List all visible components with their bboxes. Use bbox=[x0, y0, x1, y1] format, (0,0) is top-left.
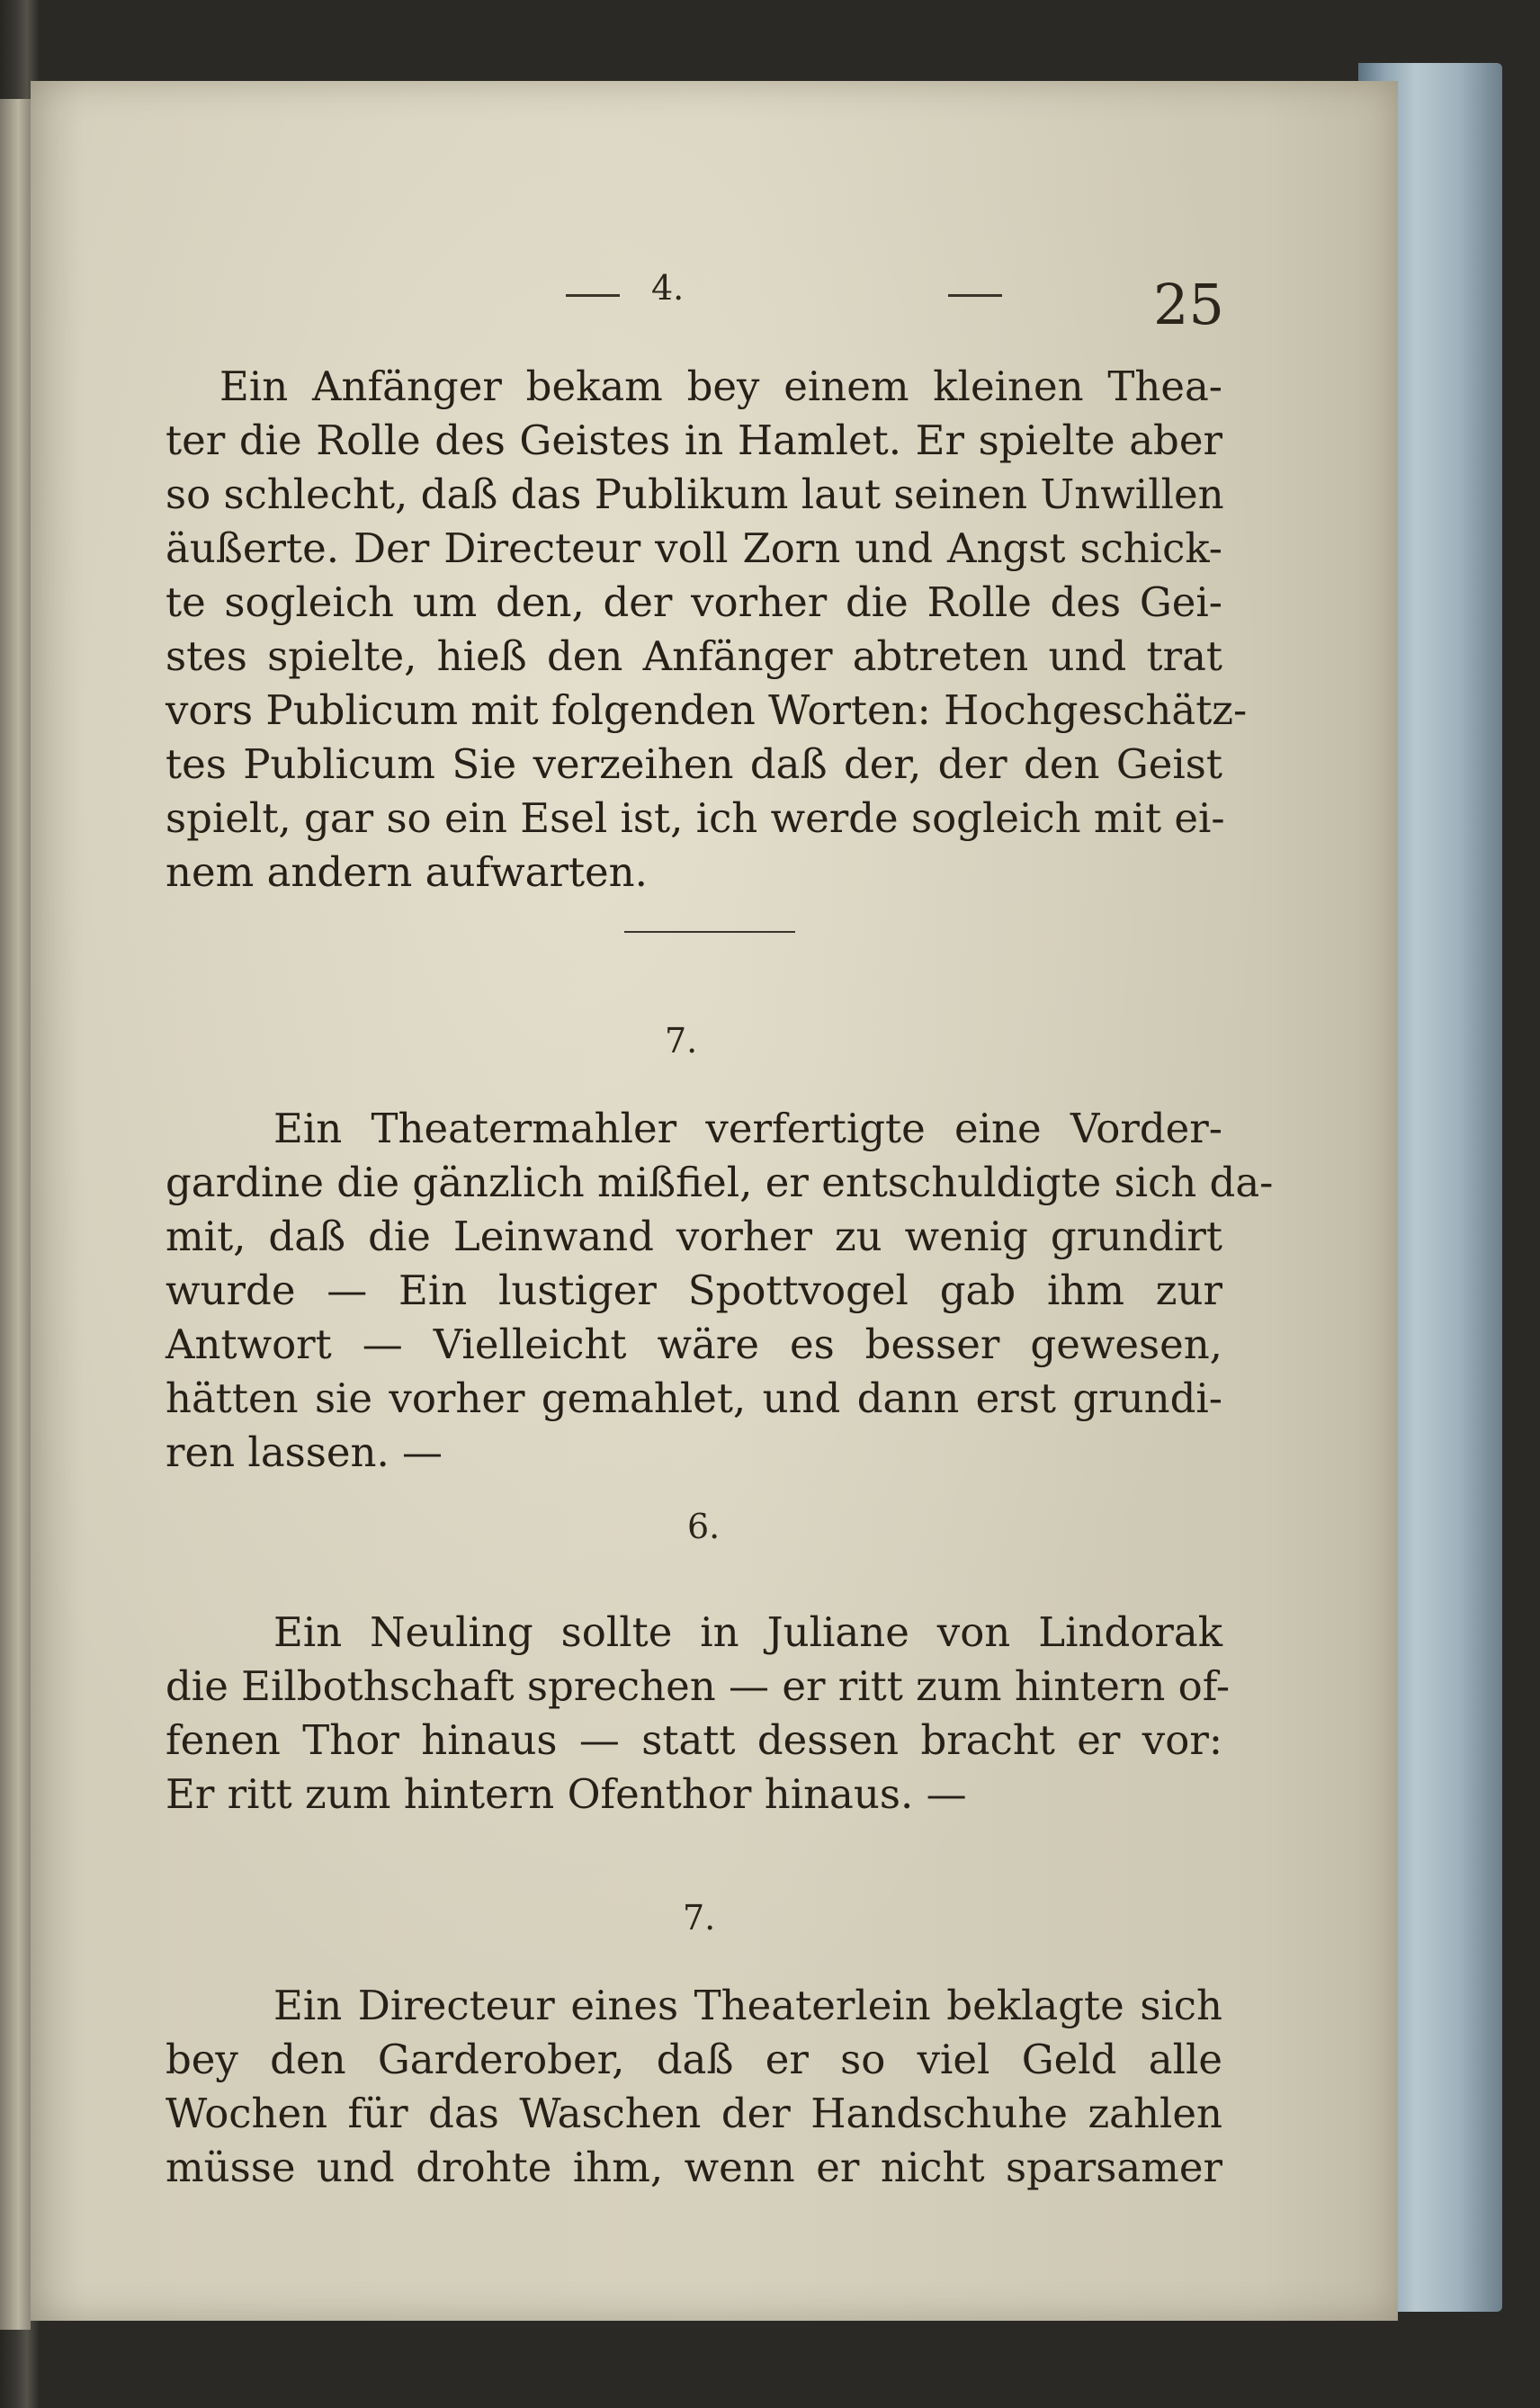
section-divider bbox=[624, 931, 795, 933]
text-line: te sogleich um den, der vorher die Rolle des Gei- bbox=[166, 578, 1222, 626]
section-text bbox=[166, 1979, 1222, 2195]
text-line: spielt, gar so ein Esel ist, ich werde sogleich mit ei- bbox=[166, 794, 1225, 842]
text-line: hätten sie vorher gemahlet, und dann erst grundi- bbox=[166, 1374, 1222, 1422]
text-line: stes spielte, hieß den Anfänger abtreten und trat bbox=[166, 632, 1222, 680]
section-number: 6. bbox=[687, 1507, 721, 1546]
text-line: so schlecht, daß das Publikum laut seinen Unwillen bbox=[166, 470, 1224, 518]
text-line: äußerte. Der Directeur voll Zorn und Angst schick- bbox=[166, 524, 1222, 572]
book-page bbox=[31, 81, 1398, 2321]
text-line: Wochen für das Waschen der Handschuhe zahlen bbox=[166, 2090, 1222, 2137]
text-line: fenen Thor hinaus — statt dessen bracht er vor: bbox=[166, 1716, 1222, 1764]
text-line: ter die Rolle des Geistes in Hamlet. Er spielte aber bbox=[166, 416, 1222, 464]
text-line: mit, daß die Leinwand vorher zu wenig grundirt bbox=[166, 1213, 1222, 1260]
section-number: 4. bbox=[651, 268, 685, 308]
text-line: wurde — Ein lustiger Spottvogel gab ihm zur bbox=[166, 1267, 1222, 1314]
text-line: Ein Theatermahler verfertigte eine Vorder- bbox=[273, 1105, 1222, 1152]
section-text bbox=[166, 1606, 1231, 1822]
section-number: 7. bbox=[665, 1021, 698, 1061]
text-line: Er ritt zum hintern Ofenthor hinaus. — bbox=[166, 1770, 967, 1818]
section-text bbox=[166, 1102, 1274, 1480]
rule-right bbox=[948, 294, 1002, 297]
text-line: ren lassen. — bbox=[166, 1428, 443, 1476]
text-line: Antwort — Vielleicht wäre es besser gewesen, bbox=[166, 1320, 1222, 1368]
text-line: Ein Anfänger bekam bey einem kleinen Thea- bbox=[219, 363, 1222, 410]
page-number: 25 bbox=[1153, 272, 1224, 337]
text-line: Ein Directeur eines Theaterlein beklagte sich bbox=[273, 1982, 1222, 2029]
section-number: 7. bbox=[683, 1898, 716, 1938]
text-line: müsse und drohte ihm, wenn er nicht sparsamer bbox=[166, 2144, 1222, 2191]
section-text bbox=[166, 360, 1248, 900]
rule-left bbox=[566, 294, 620, 297]
text-line: nem andern aufwarten. bbox=[166, 848, 648, 896]
text-line: tes Publicum Sie verzeihen daß der, der den Geist bbox=[166, 740, 1222, 788]
text-line: die Eilbothschaft sprechen — er ritt zum hintern of- bbox=[166, 1662, 1231, 1710]
text-line: gardine die gänzlich mißfiel, er entschuldigte sich da- bbox=[166, 1159, 1274, 1206]
text-line: bey den Garderober, daß er so viel Geld alle bbox=[166, 2036, 1222, 2083]
facing-page-edge bbox=[0, 99, 31, 2330]
text-line: Ein Neuling sollte in Juliane von Lindorak bbox=[273, 1608, 1222, 1656]
text-line: vors Publicum mit folgenden Worten: Hochgeschätz- bbox=[166, 686, 1248, 734]
